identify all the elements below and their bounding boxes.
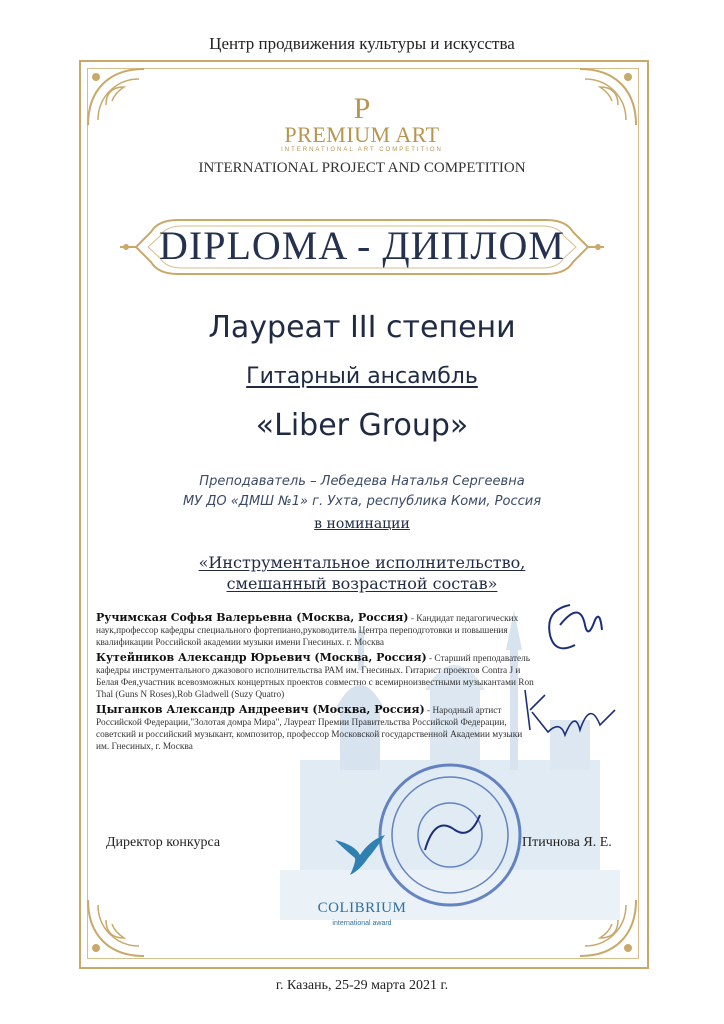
nomination-line-1: «Инструментальное исполнительство, (198, 553, 526, 572)
teacher-block (0, 472, 724, 512)
organization-name: Центр продвижения культуры и искусства (209, 34, 515, 53)
jury-list (96, 612, 536, 756)
jury-member-description: - Старший преподаватель кафедры инструментального джазового исполнительства РАМ им. Гнесиных. Гитарист проектов Contra J и Белая Фея,участник всевозможных концертных проектов совместно с всемирноизвестными музыкантами Ron Thal (Guns N Roses),Rob Gladwell (Suzy Quatro) (96, 654, 534, 700)
nomination (0, 552, 724, 594)
director-label: Директор конкурса (106, 835, 221, 850)
nomination-label (0, 516, 724, 532)
ensemble-name: «Liber Group» (255, 408, 469, 443)
jury-member (96, 612, 536, 649)
jury-member (96, 652, 536, 701)
jury-member-description: - Народный артист Российской Федерации,"Золотая домра Мира", Лауреат Премии Правительства Российской Федерации, советский и российский музыкант, композитор, профессор Московской государственной Академии музыки им. Гнесиных, г. Москва (96, 706, 523, 752)
nomination-line-2: смешанный возрастной состав» (226, 574, 498, 593)
jury-member (96, 704, 536, 753)
colibrium-logo: COLIBRIUM (317, 900, 407, 916)
jury-member-description: - Кандидат педагогических наук,профессор кафедры специального фортепиано,руководитель Центра переподготовки и повышения квалификации Российской академии музыки имени Гнесиных. г. Москва (96, 614, 519, 648)
premium-art-logo-name: PREMIUM ART (284, 122, 440, 147)
colibrium-tagline: international award (332, 920, 392, 927)
ensemble-type (0, 364, 724, 389)
jury-member-name: Ручимская Софья Валерьевна (Москва, Россия) (96, 611, 409, 624)
premium-art-logo-tagline: INTERNATIONAL ART COMPETITION (281, 147, 443, 153)
nomination-label-text: в номинации (314, 516, 410, 532)
school-name: МУ ДО «ДМШ №1» г. Ухта, республика Коми, Россия (182, 494, 542, 509)
project-subtitle: INTERNATIONAL PROJECT AND COMPETITION (198, 160, 526, 176)
signature-kuteynikov (520, 680, 620, 750)
jury-member-name: Цыганков Александр Андреевич (Москва, Россия) (96, 703, 425, 716)
award-degree: Лауреат III степени (208, 310, 516, 345)
teacher-name: Преподаватель – Лебедева Наталья Сергеевна (199, 474, 525, 489)
premium-art-logo-mark: P (353, 92, 371, 125)
jury-member-name: Кутейников Александр Юрьевич (Москва, Россия) (96, 651, 427, 664)
official-stamp (375, 760, 525, 910)
ensemble-type-text: Гитарный ансамбль (246, 364, 478, 389)
place-and-date: г. Казань, 25-29 марта 2021 г. (275, 978, 449, 993)
hummingbird-icon (330, 820, 390, 880)
diploma-title: DIPLOMA - ДИПЛОМ (159, 223, 565, 268)
signature-ruchimskaya (540, 595, 610, 665)
director-name: Птичнова Я. Е. (522, 835, 612, 850)
